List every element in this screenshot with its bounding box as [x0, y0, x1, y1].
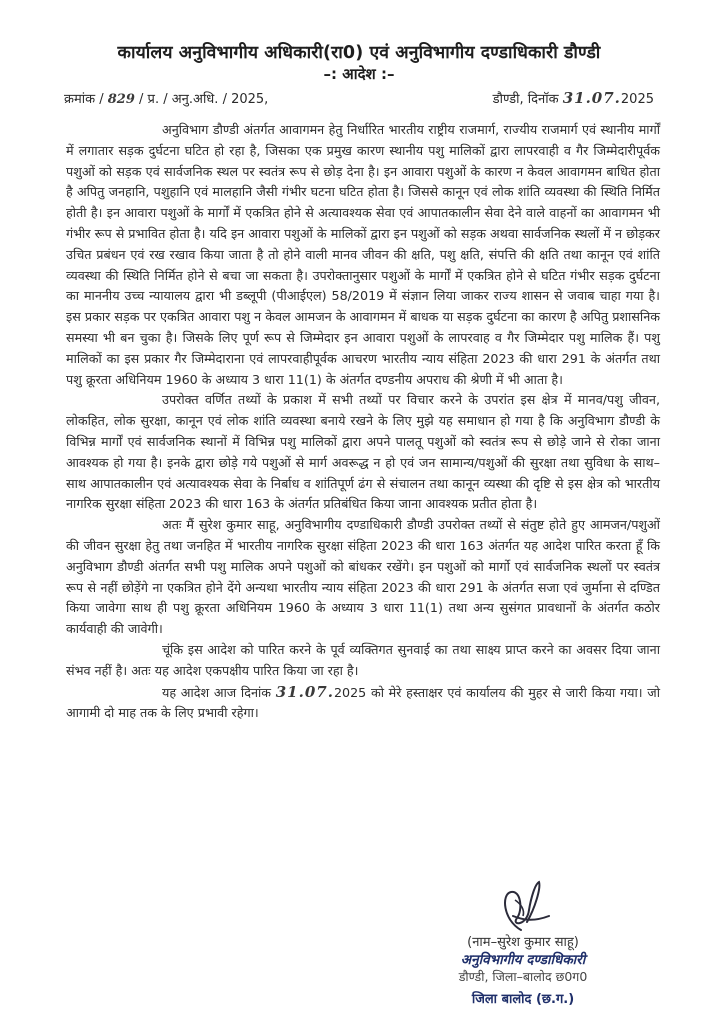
paragraph: चूंकि इस आदेश को पारित करने के पूर्व व्यक्तिगत सुनवाई का तथा साक्ष्य प्राप्त करने का अवसर दिया जाना संभव नहीं है। अतः यह आदेश एकपक्षीय पारित किया जा रहा है। — [66, 641, 660, 678]
date-year: 2025 — [620, 92, 654, 107]
signature-icon — [483, 880, 563, 932]
order-heading: –: आदेश :– — [323, 65, 395, 83]
designation-stamp: अनुविभागीय दण्डाधिकारी — [460, 952, 586, 968]
order-body — [66, 120, 660, 724]
signatory-name: (नाम–सुरेश कुमार साहू) — [467, 935, 579, 950]
final-prefix: यह आदेश आज दिनांक — [162, 684, 272, 700]
paragraph: अनुविभाग डौण्डी अंतर्गत आवागमन हेतु निर्धारित भारतीय राष्ट्रीय राजमार्ग, राज्यीय राजमार्ग एवं स्थानीय मार्गों में लगातार सड़क दुर्घटना घटित हो रहा है, जिसका एक प्रमुख कारण स्थानीय पशु मालिकों द्वारा लापरवाही व गैर जिम्मेदारीपूर्वक पशुओं को सड़क एवं सार्वजनिक स्थल पर स्वतंत्र रूप से छोड़ देना है। इन आवारा पशुओं के कारण न केवल आवागमन बाधित होता है अपितु जनहानि, पशुहानि एवं मालहानि जैसी गंभीर घटना घटित होता है। जिससे कानून एवं लोक शांति व्यवस्था की स्थिति निर्मित होती है। इन आवारा पशुओं के मार्गों में एकत्रित होने से अत्यावश्यक सेवा एवं आपातकालीन सेवा देने वाले वाहनों का आवागमन भी गंभीर रूप से प्रभावित होता है। यदि इन आवारा पशुओं के मालिकों द्वारा इन पशुओं को सड़क अथवा सार्वजनिक स्थलों में न छोड़कर उचित प्रबंधन एवं रख रखाव किया जाता है तो होने वाली मानव जीवन की क्षति, पशु क्षति, संपत्ति की क्षति तथा कानून एवं शांति व्यवस्था की स्थिति निर्मित होने से बचा जा सकता है। उपरोक्तानुसार पशुओं के मार्गों में एकत्रित होने से घटित गंभीर सड़क दुर्घटना का माननीय उच्च न्यायालय द्वारा भी डब्लूपी (पीआईएल) 58/2019 में संज्ञान लिया जाकर राज्य शासन से जवाब चाहा गया है। इस प्रकार सड़क पर एकत्रित आवारा पशु न केवल आमजन के आवागमन में बाधक या सड़क दुर्घटना का कारण है अपितु प्रशासनिक समस्या भी बन चुका है। जिसके लिए पूर्ण रूप से जिम्मेदार इन आवारा पशुओं के लापरवाह व गैर जिम्मेदार पशु मालिक हैं। पशु मालिकों का इस प्रकार गैर जिम्मेदाराना एवं लापरवाहीपूर्वक आचरण भारतीय न्याय संहिता 2023 की धारा 291 के अंतर्गत तथा पशु क्रूरता अधिनियम 1960 के अध्याय 3 धारा 11(1) के अंतर्गत दण्डनीय अपराध की श्रेणी में भी आता है। — [66, 122, 660, 387]
place-date-prefix: डौण्डी, दिनॉक — [492, 92, 559, 107]
signatory-place: डौण्डी, जिला–बालोद छ0ग0 — [458, 969, 588, 984]
signature-block — [408, 880, 638, 1007]
ref-suffix: / प्र. / अनु.अधि. / 2025, — [139, 92, 269, 107]
district-stamp: जिला बालोद (छ.ग.) — [471, 992, 575, 1007]
handwritten-date: 31.07. — [562, 89, 621, 107]
office-title: कार्यालय अनुविभागीय अधिकारी(रा0) एवं अनुविभागीय दण्डाधिकारी डौण्डी — [117, 43, 601, 63]
paragraph: उपरोक्त वर्णित तथ्यों के प्रकाश में सभी तथ्यों पर विचार करने के उपरांत इस क्षेत्र में मानव/पशु जीवन, लोकहित, लोक सुरक्षा, कानून एवं लोक शांति व्यवस्था बनाये रखने के लिए मुझे यह समाधान हो गया है कि अनुविभाग डौण्डी के विभिन्न मार्गों एवं सार्वजनिक स्थानों में विभिन्न पशु मालिकों द्वारा अपने पालतू पशुओं को स्वतंत्र रूप से छोड़े जाने से रोका जाना आवश्यक हो गया है। इनके द्वारा छोड़े गये पशुओं से मार्ग अवरूद्ध न हो एवं जन सामान्य/पशुओं की सुरक्षा तथा सुविधा के साथ–साथ आपातकालीन एवं अत्यावश्यक सेवा के निर्बाध व शांतिपूर्ण ढंग से संचालन तथा कानून व्यस्था की दृष्टि से इस क्षेत्र को भारतीय नागरिक सुरक्षा संहिता 2023 की धारा 163 के अंतर्गत प्रतिबंधित किया जाना आवश्यक प्रतीत होता है। — [66, 392, 660, 512]
handwritten-ref-number: 829 — [107, 92, 135, 107]
reference-line — [64, 89, 654, 107]
paragraph: अतः मैं सुरेश कुमार साहू, अनुविभागीय दण्डाधिकारी डौण्डी उपरोक्त तथ्यों से संतुष्ट होते हुए आमजन/पशुओं की जीवन सुरक्षा हेतु तथा जनहित में भारतीय नागरिक सुरक्षा संहिता 2023 की धारा 163 अंतर्गत यह आदेश पारित करता हूँ कि अनुविभाग डौण्डी अंतर्गत सभी पशु मालिक अपने पशुओं को बांधकर रखेंगे। इन पशुओं को मार्गो एवं सार्वजनिक स्थलों पर स्वतंत्र रूप से नहीं छोड़ेंगे ना एकत्रित होने देंगे अन्यथा भारतीय न्याय संहिता 2023 की धारा 291 के अंतर्गत सजा एवं जुर्माना से दण्डित किया जावेगा साथ ही पशु क्रूरता अधिनियम 1960 के अध्याय 3 धारा 11(1) तथा अन्य सुसंगत प्रावधानों के अंतर्गत कठोर कार्यवाही की जावेगी। — [66, 517, 660, 637]
order-number — [64, 89, 268, 107]
final-suffix: 2025 को मेरे हस्ताक्षर एवं कार्यालय की मुहर से जारी किया गया। जो आगामी दो माह तक के लिए प्रभावी रहेगा। — [66, 684, 660, 721]
ref-prefix: क्रमांक / — [64, 92, 104, 107]
place-date — [493, 89, 654, 107]
final-paragraph — [66, 682, 660, 725]
handwritten-date: 31.07. — [275, 682, 334, 701]
